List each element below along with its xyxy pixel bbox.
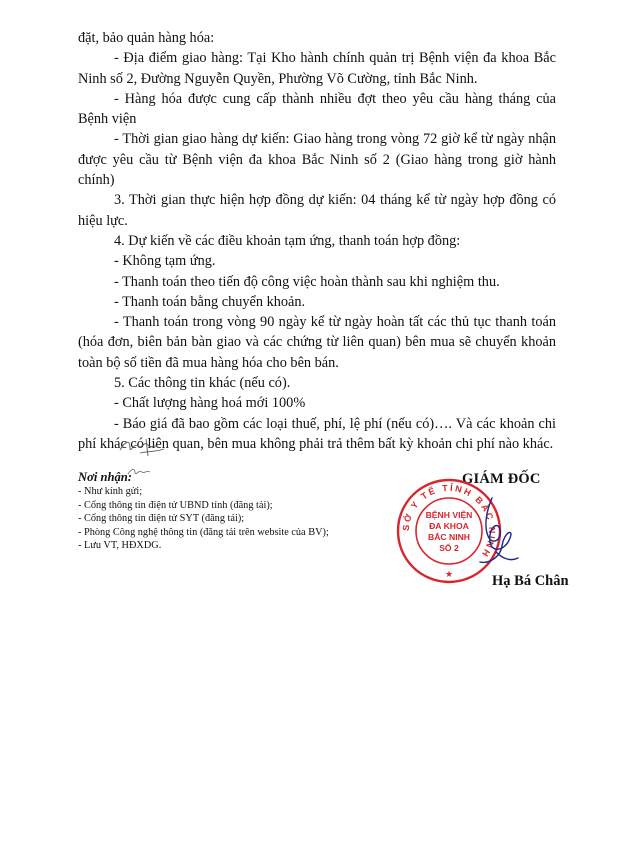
body-line: - Thanh toán theo tiến độ công việc hoàn thành sau khi nghiệm thu. bbox=[114, 273, 500, 290]
recipient-item: - Lưu VT, HĐXDG. bbox=[78, 540, 162, 552]
section-heading: 3. Thời gian thực hiện hợp đồng dự kiến: 04 tháng kể từ ngày hợp đồng có hiệu lực. bbox=[78, 192, 556, 229]
section-heading: 4. Dự kiến về các điều khoản tạm ứng, thanh toán hợp đồng: bbox=[114, 232, 461, 249]
signer-name: Hạ Bá Chân bbox=[492, 573, 569, 589]
body-line: - Thanh toán trong vòng 90 ngày kể từ ngày hoàn tất các thủ tục thanh toán (hóa đơn, biên bản bàn giao và các chứng từ liên quan) bên mua sẽ chuyển khoản toàn bộ số tiền đã mua hàng hóa cho bên bán. bbox=[78, 314, 556, 371]
body-line: - Chất lượng hàng hoá mới 100% bbox=[114, 395, 306, 412]
svg-text:ĐA KHOA: ĐA KHOA bbox=[429, 521, 469, 531]
body-line: đặt, bảo quản hàng hóa: bbox=[78, 30, 215, 46]
svg-text:SỞ Y TẾ TỈNH BẮC NINH: SỞ Y TẾ TỈNH BẮC NINH bbox=[400, 482, 498, 561]
svg-text:BẮC NINH: BẮC NINH bbox=[427, 532, 471, 542]
recipients-heading: Nơi nhận: bbox=[78, 470, 133, 484]
recipient-item: - Như kính gửi; bbox=[78, 486, 143, 497]
body-line: - Không tạm ứng. bbox=[114, 253, 216, 270]
recipients-block bbox=[78, 470, 408, 553]
svg-text:BỆNH VIỆN: BỆNH VIỆN bbox=[425, 510, 473, 520]
body-line: - Thanh toán bằng chuyển khoản. bbox=[114, 293, 306, 310]
body-line: - Báo giá đã bao gồm các loại thuế, phí, lệ phí (nếu có)…. Và các khoản chi phí khác có liên quan, bên mua không phải trả thêm bất kỳ khoản chi phí nào khác. bbox=[78, 415, 556, 452]
signer-title: GIÁM ĐỐC bbox=[462, 471, 541, 487]
recipient-item: - Phòng Công nghệ thông tin (đăng tải trên website của BV); bbox=[78, 526, 329, 538]
section-heading: 5. Các thông tin khác (nếu có). bbox=[114, 375, 291, 392]
recipient-item: - Cổng thông tin điện tử UBND tỉnh (đăng tải); bbox=[78, 499, 273, 511]
body-line: - Địa điểm giao hàng: Tại Kho hành chính quản trị Bệnh viện đa khoa Bắc Ninh số 2, Đường Nguyễn Quyền, Phường Võ Cường, tỉnh Bắc Ninh. bbox=[78, 50, 556, 87]
svg-text:★: ★ bbox=[444, 569, 454, 579]
body-line: - Thời gian giao hàng dự kiến: Giao hàng trong vòng 72 giờ kể từ ngày nhận được yêu cầu từ Bệnh viện đa khoa Bắc Ninh số 2 (Giao hàng trong giờ hành chính) bbox=[78, 131, 556, 189]
handwritten-signature bbox=[458, 492, 528, 572]
body-line: - Hàng hóa được cung cấp thành nhiều đợt theo yêu cầu hàng tháng của Bệnh viện bbox=[78, 90, 556, 128]
recipient-item: - Cổng thông tin điện tử SYT (đăng tải); bbox=[78, 513, 245, 525]
handwritten-initial-mark bbox=[118, 436, 168, 458]
document-body bbox=[78, 28, 556, 454]
svg-text:SỐ 2: SỐ 2 bbox=[439, 543, 459, 553]
